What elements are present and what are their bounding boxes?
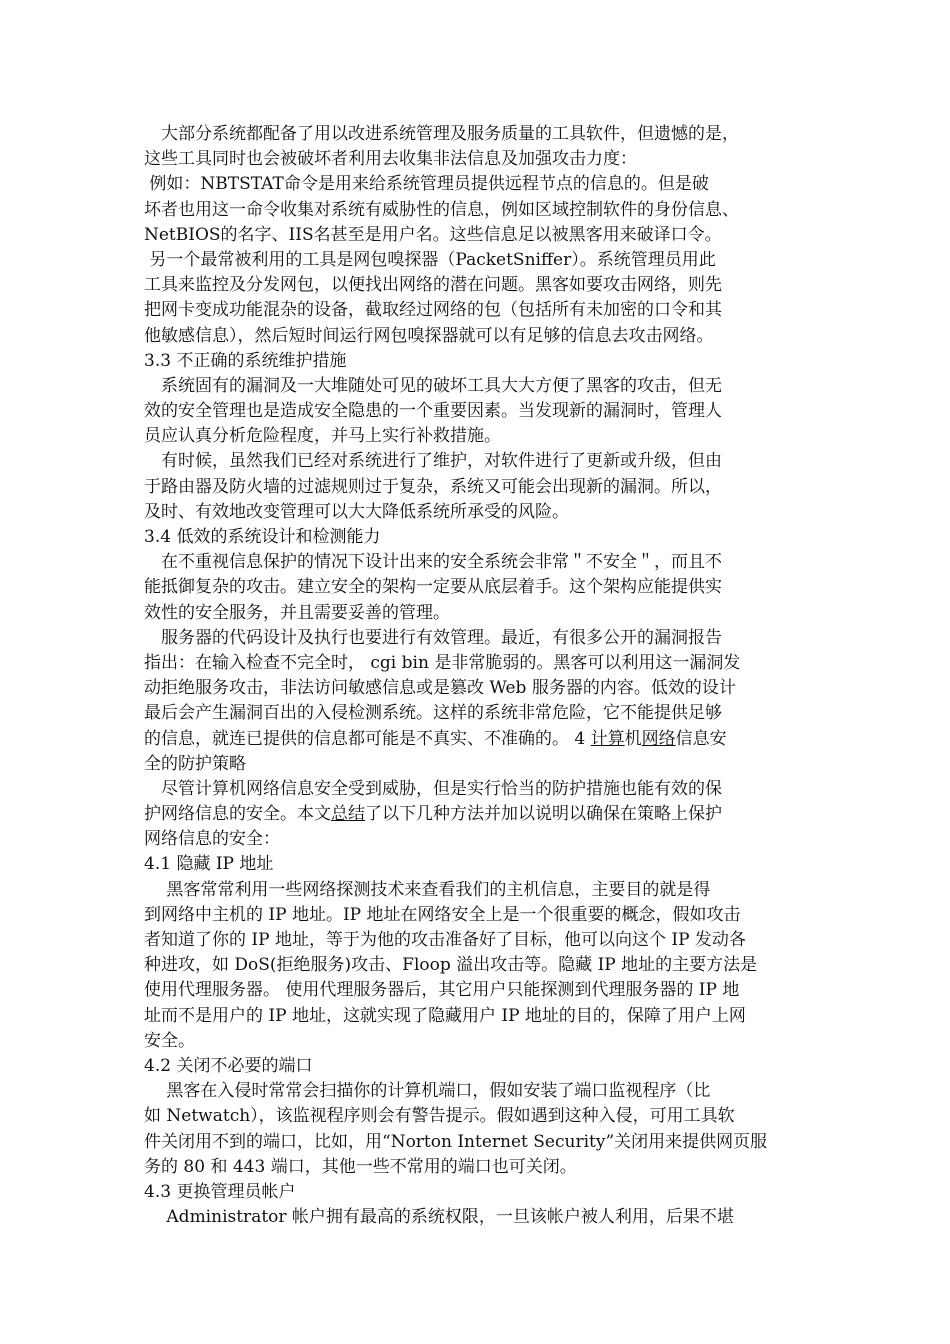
section-heading: 3.3 不正确的系统维护措施 — [144, 350, 347, 371]
text-line: 服务器的代码设计及执行也要进行有效管理。最近，有很多公开的漏洞报告 — [144, 627, 722, 648]
text-line: Administrator 帐户拥有最高的系统权限，一旦该帐户被人利用，后果不堪 — [144, 1207, 734, 1228]
document-body — [144, 122, 808, 1230]
text-line: 另一个最常被利用的工具是网包嗅探器（PacketSniffer）。系统管理员用此 — [144, 249, 716, 270]
text-line: 及时、有效地改变管理可以大大降低系统所承受的风险。 — [144, 501, 569, 522]
text-line: 大部分系统都配备了用以改进系统管理及服务质量的工具软件，但遗憾的是， — [144, 124, 739, 144]
text-line: 系统固有的漏洞及一大堆随处可见的破坏工具大大方便了黑客的攻击，但无 — [144, 375, 722, 396]
text-line: 于路由器及防火墙的过滤规则过于复杂，系统又可能会出现新的漏洞。所以， — [144, 476, 722, 497]
text-line: 黑客常常利用一些网络探测技术来查看我们的主机信息，主要目的就是得 — [144, 879, 711, 900]
text-line: 在不重视信息保护的情况下设计出来的安全系统会非常＂不安全＂，而且不 — [144, 552, 722, 573]
text-line: 尽管计算机网络信息安全受到威胁，但是实行恰当的防护措施也能有效的保 — [144, 778, 722, 799]
text-line: 效的安全管理也是造成安全隐患的一个重要因素。当发现新的漏洞时，管理人 — [144, 401, 722, 422]
text-line: 最后会产生漏洞百出的入侵检测系统。这样的系统非常危险，它不能提供足够 — [144, 703, 722, 724]
text-line: 到网络中主机的 IP 地址。IP 地址在网络安全上是一个很重要的概念，假如攻击 — [144, 904, 741, 925]
text-line: 动拒绝服务攻击，非法访问敏感信息或是篡改 Web 服务器的内容。低效的设计 — [144, 678, 736, 699]
text-line: 把网卡变成功能混杂的设备，截取经过网络的包（包括所有未加密的口令和其 — [144, 300, 722, 321]
text-segment: 护网络信息的安全。本文 — [144, 804, 331, 825]
text-line: 效性的安全服务，并且需要妥善的管理。 — [144, 602, 450, 623]
section-heading: 4.3 更换管理员帐户 — [144, 1181, 296, 1202]
text-line: 种进攻，如 DoS(拒绝服务)攻击、Floop 溢出攻击等。隐藏 IP 地址的主要方法是 — [144, 955, 758, 976]
text-line-with-link — [144, 802, 808, 827]
text-line: 使用代理服务器。 使用代理服务器后，其它用户只能探测到代理服务器的 IP 地 — [144, 980, 740, 1001]
text-line: 能抵御复杂的攻击。建立安全的架构一定要从底层着手。这个架构应能提供实 — [144, 577, 722, 598]
text-line: 他敏感信息），然后短时间运行网包嗅探器就可以有足够的信息去攻击网络。 — [144, 325, 714, 346]
section-heading: 3.4 低效的系统设计和检测能力 — [144, 527, 381, 547]
section-heading: 4.2 关闭不必要的端口 — [144, 1055, 313, 1076]
text-line: 员应认真分析危险程度，并马上实行补救措施。 — [144, 426, 501, 447]
text-line: 安全。 — [144, 1030, 195, 1051]
text-segment: 了以下几种方法并加以说明以确保在策略上保护 — [365, 804, 722, 825]
text-line: 工具来监控及分发网包，以便找出网络的潜在问题。黑客如要攻击网络，则先 — [144, 275, 722, 296]
text-line: 黑客在入侵时常常会扫描你的计算机端口，假如安装了端口监视程序（比 — [144, 1081, 711, 1102]
text-line: NetBIOS的名字、IIS名甚至是用户名。这些信息足以被黑客用来破译口令。 — [144, 224, 722, 245]
text-line: 坏者也用这一命令收集对系统有威胁性的信息，例如区域控制软件的身份信息、 — [144, 199, 739, 220]
text-line: 务的 80 和 443 端口，其他一些不常用的端口也可关闭。 — [144, 1156, 577, 1177]
link-wangluo[interactable]: 网络 — [641, 728, 676, 749]
text-segment: 的信息，就连已提供的信息都可能是不真实、不准确的。 4 — [144, 728, 591, 749]
text-line: 者知道了你的 IP 地址，等于为他的攻击准备好了目标，他可以向这个 IP 发动各 — [144, 930, 746, 950]
link-zongjie[interactable]: 总结 — [331, 804, 365, 825]
link-jisuan[interactable]: 计算 — [590, 728, 625, 749]
text-line: 指出：在输入检查不完全时， cgi bin 是非常脆弱的。黑客可以利用这一漏洞发 — [144, 652, 741, 673]
text-line: 网络信息的安全： — [144, 829, 280, 850]
text-line: 例如：NBTSTAT命令是用来给系统管理员提供远程节点的信息的。但是破 — [144, 174, 709, 195]
text-line-with-links — [144, 727, 808, 752]
text-segment: 机 — [624, 728, 642, 749]
text-line: 这些工具同时也会被破坏者利用去收集非法信息及加强攻击力度： — [144, 149, 637, 170]
text-segment: 信息安 — [675, 728, 727, 749]
section-heading: 4.1 隐藏 IP 地址 — [144, 854, 274, 875]
text-line: 件关闭用不到的端口，比如，用“Norton Internet Security”关闭用来提供网页服 — [144, 1131, 768, 1152]
text-line: 如 Netwatch），该监视程序则会有警告提示。假如遇到这种入侵，可用工具软 — [144, 1106, 735, 1127]
text-line: 全的防护策略 — [144, 753, 246, 774]
text-line: 址而不是用户的 IP 地址，这就实现了隐藏用户 IP 地址的目的，保障了用户上网 — [144, 1005, 746, 1026]
text-line: 有时候，虽然我们已经对系统进行了维护，对软件进行了更新或升级，但由 — [144, 451, 722, 472]
